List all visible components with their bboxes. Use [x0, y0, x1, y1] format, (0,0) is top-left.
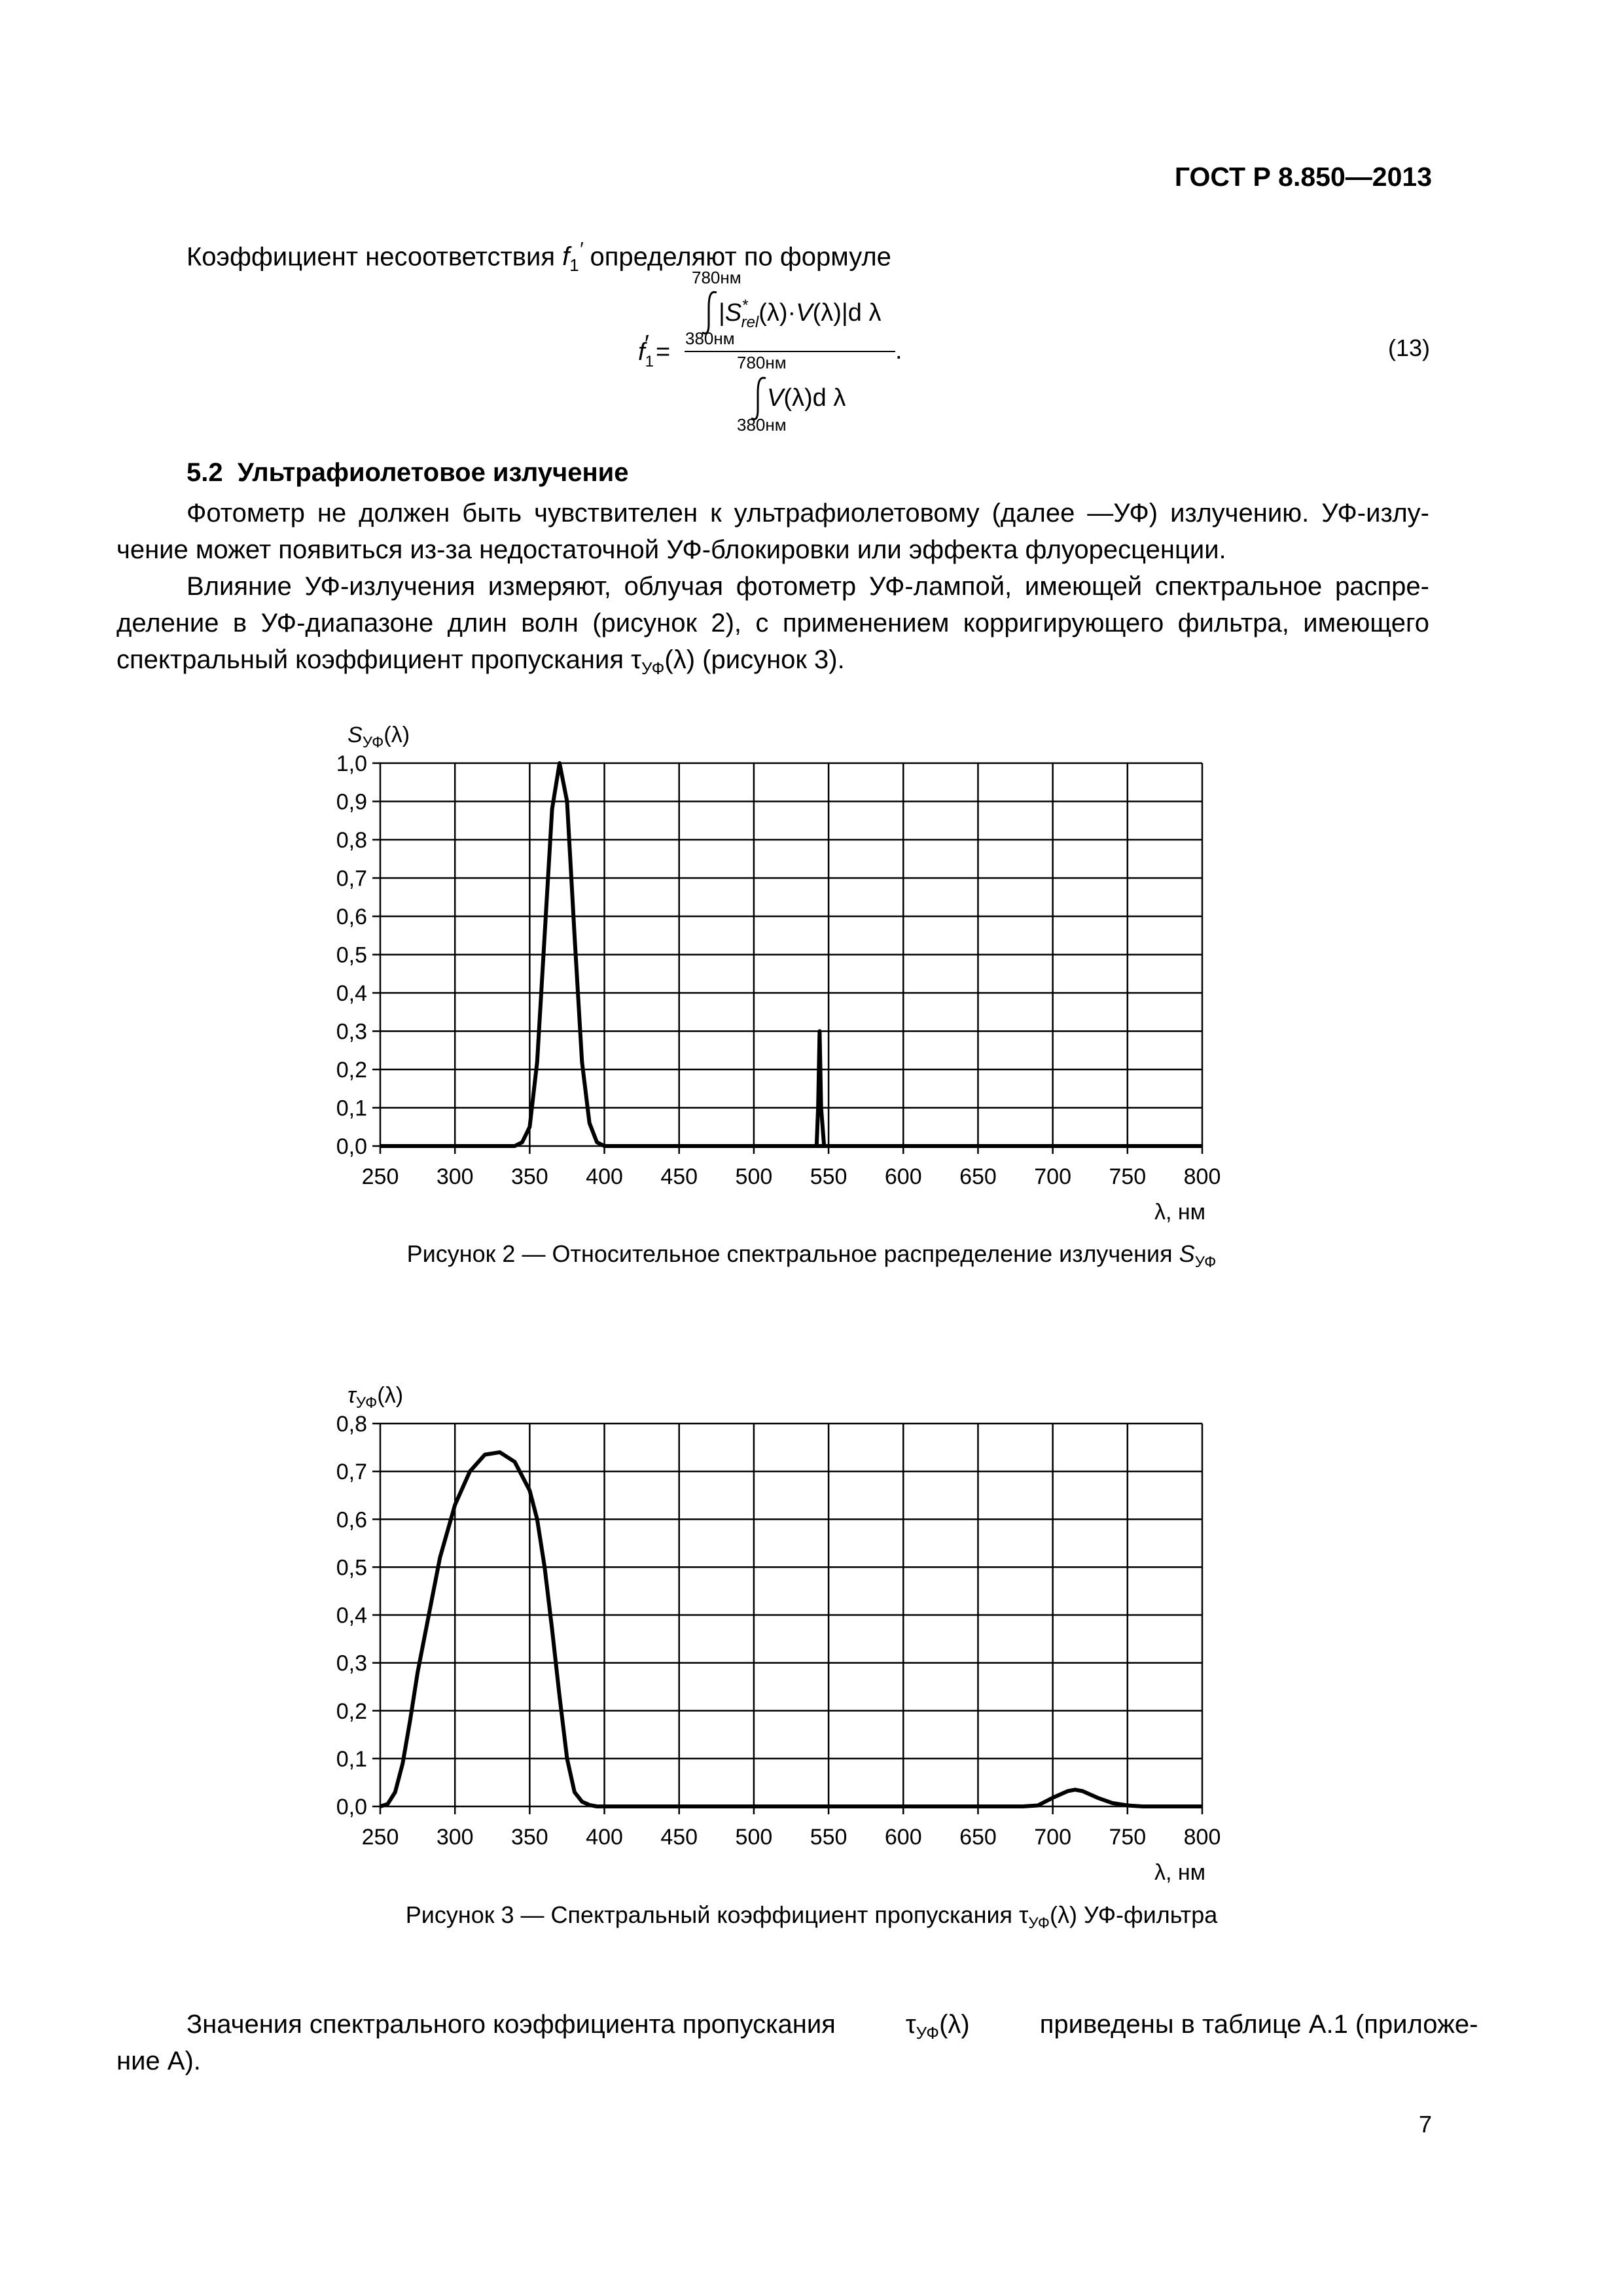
- series-line-2: [813, 1031, 1202, 1147]
- y-tick-label: 0,3: [336, 1019, 367, 1045]
- x-tick-label: 350: [510, 1825, 548, 1850]
- svg-text:380нм: 380нм: [737, 415, 787, 435]
- y-axis-label: $\tau_{УФ}(\lambda)$: [348, 1383, 404, 1412]
- y-tick-label: 0,0: [336, 1795, 367, 1820]
- x-tick-label: 550: [810, 1164, 847, 1189]
- svg-text:780нм: 780нм: [692, 268, 741, 287]
- x-tick-label: 300: [436, 1164, 474, 1189]
- tau-symbol: $\tau_{УФ}(\lambda)$: [631, 645, 696, 678]
- svg-text:f1′=: $f_1'$ =: [638, 331, 671, 370]
- y-tick-label: 0,7: [336, 866, 367, 891]
- y-tick-label: 0,8: [336, 1412, 367, 1437]
- svg-text:380нм: 380нм: [685, 329, 735, 348]
- formula-13: [0, 0, 1623, 458]
- figure-3-chart: [0, 1348, 1623, 1892]
- x-tick-label: 500: [735, 1164, 773, 1189]
- x-tick-label: 450: [660, 1825, 698, 1850]
- y-tick-label: 0,1: [336, 1096, 367, 1121]
- page-number: 7: [1418, 2111, 1432, 2138]
- x-tick-label: 500: [735, 1825, 773, 1850]
- y-tick-label: 0,6: [336, 1507, 367, 1533]
- x-tick-label: 400: [586, 1164, 623, 1189]
- y-tick-label: 0,2: [336, 1058, 367, 1083]
- x-tick-label: 550: [810, 1825, 847, 1850]
- figure-3-caption: Рисунок 3 — Спектральный коэффициент пропускания $\tau_{УФ}(\lambda)$ УФ-фильтра: [405, 1901, 1218, 1933]
- y-tick-label: 0,2: [336, 1698, 367, 1724]
- paragraph-3-line-2: ние А).: [116, 2047, 201, 2075]
- x-tick-label: 800: [1183, 1825, 1221, 1850]
- y-tick-label: 0,4: [336, 1603, 367, 1628]
- paragraph-3-line-1: Значения спектрального коэффициента пропускания $\tau_{УФ}(\lambda)$ приведены в таблице А.1 (приложе-: [187, 2010, 1478, 2043]
- x-tick-label: 700: [1034, 1825, 1072, 1850]
- y-tick-label: 0,5: [336, 1555, 367, 1581]
- paragraph-1-line-2: чение может появиться из-за недостаточной УФ-блокировки или эффекта флуоресценции.: [116, 535, 1226, 564]
- x-tick-label: 800: [1183, 1164, 1221, 1189]
- y-tick-label: 0,4: [336, 981, 367, 1006]
- y-tick-label: 1,0: [336, 751, 367, 776]
- y-tick-label: 0,1: [336, 1746, 367, 1772]
- x-tick-label: 250: [361, 1164, 399, 1189]
- figure-2-chart: [0, 687, 1623, 1230]
- paragraph-2-line-3: спектральный коэффициент пропускания $\tau_{УФ}(\lambda)$ (рисунок 3).: [116, 645, 845, 678]
- y-tick-label: 0,5: [336, 942, 367, 968]
- y-tick-label: 0,8: [336, 828, 367, 853]
- paragraph-1-line-1: Фотометр не должен быть чувствителен к ультрафиолетовому (далее —УФ) излучению. УФ-излу-: [187, 499, 1429, 528]
- paragraph-2-line-1: Влияние УФ-излучения измеряют, облучая фотометр УФ-лампой, имеющей спектральное распре-: [187, 572, 1429, 601]
- svg-text:(13): (13): [1387, 334, 1430, 361]
- y-tick-label: 0,6: [336, 905, 367, 929]
- svg-text:.: .: [895, 337, 902, 365]
- x-tick-label: 750: [1109, 1164, 1147, 1189]
- x-tick-label: 450: [660, 1164, 698, 1189]
- section-heading: 5.2 Ультрафиолетовое излучение: [187, 458, 629, 487]
- x-tick-label: 600: [884, 1164, 922, 1189]
- x-tick-label: 350: [510, 1164, 548, 1189]
- svg-text:|S*rel(λ)·V(λ)|d λ: |S* rel(λ)·V(λ)|d λ: [719, 296, 882, 331]
- x-tick-label: 250: [361, 1825, 399, 1850]
- x-tick-label: 400: [586, 1825, 623, 1850]
- x-tick-label: 650: [959, 1825, 997, 1850]
- x-axis-label: λ, нм: [1154, 1200, 1205, 1225]
- formula-intro: Коэффициент несоответствия $f_1'$ определяют по формуле: [187, 239, 891, 276]
- y-tick-label: 0,0: [336, 1134, 367, 1159]
- y-tick-label: 0,7: [336, 1460, 367, 1485]
- y-tick-label: 0,3: [336, 1651, 367, 1676]
- y-tick-label: 0,9: [336, 789, 367, 815]
- y-axis-label: $S_{УФ}(\lambda)$: [348, 723, 410, 751]
- document-number: ГОСТ Р 8.850—2013: [1174, 162, 1432, 192]
- series-line-1: [380, 1452, 1202, 1806]
- x-tick-label: 300: [436, 1825, 474, 1850]
- x-tick-label: 750: [1109, 1825, 1147, 1850]
- x-tick-label: 650: [959, 1164, 997, 1189]
- svg-text:V(λ)d λ: V(λ)d λ: [767, 384, 846, 412]
- x-tick-label: 700: [1034, 1164, 1072, 1189]
- x-tick-label: 600: [884, 1825, 922, 1850]
- paragraph-2-line-2: деление в УФ-диапазоне длин волн (рисунок 2), с применением корригирующего фильтра, имеющего: [116, 609, 1429, 637]
- figure-2-caption: Рисунок 2 — Относительное спектральное распределение излучения $S_{УФ}$: [406, 1240, 1217, 1272]
- x-axis-label: λ, нм: [1154, 1860, 1205, 1885]
- svg-text:780нм: 780нм: [737, 353, 787, 372]
